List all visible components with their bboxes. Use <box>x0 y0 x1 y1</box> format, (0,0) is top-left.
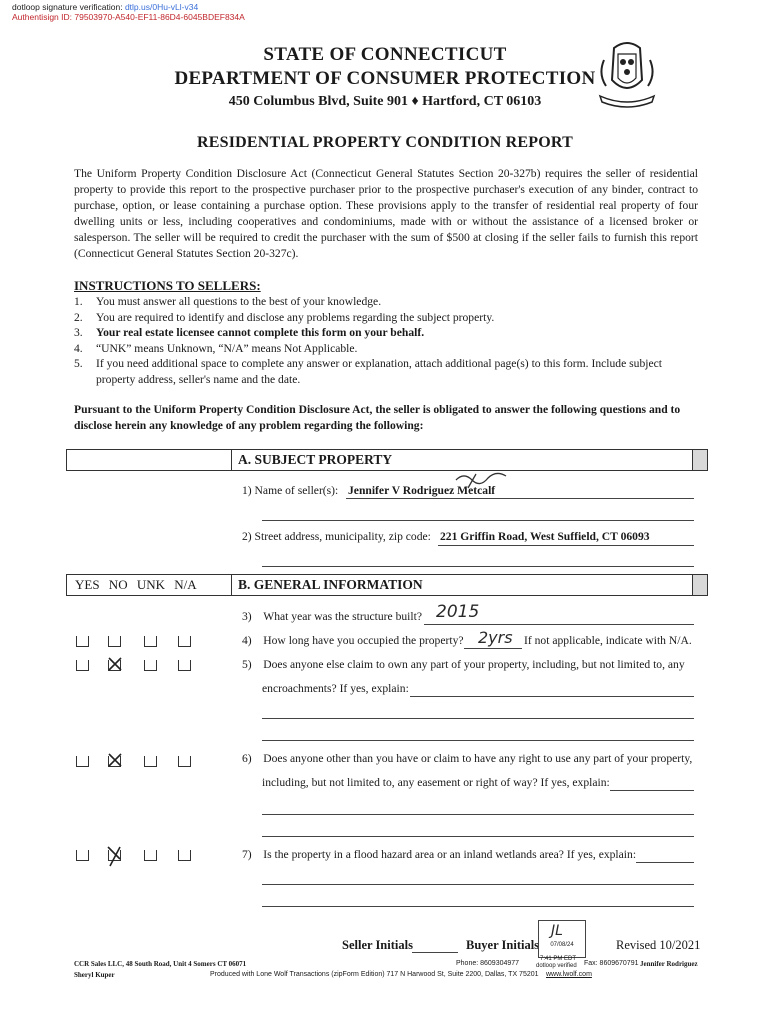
authentisign-id: Authentisign ID: 79503970-A540-EF11-86D4-6045BDEF834A <box>12 12 245 22</box>
q4-suffix: If not applicable, indicate with N/A. <box>524 634 692 647</box>
stamp-initials: JL <box>551 923 563 939</box>
stamp-time: 7:41 PM EDT <box>540 956 577 962</box>
q6-question-line2: including, but not limited to, any easement or right of way? If yes, explain: <box>262 776 610 789</box>
stamp-verified: dotloop verified <box>536 963 577 969</box>
q6-yes-checkbox[interactable] <box>76 756 89 767</box>
department-address: 450 Columbus Blvd, Suite 901 ♦ Hartford, CT 06103 <box>228 94 542 109</box>
phone-number: Phone: 8609304977 <box>456 960 520 967</box>
department-name: DEPARTMENT OF CONSUMER PROTECTION <box>174 68 596 89</box>
state-seal-icon <box>596 40 658 112</box>
q2-label: 2) Street address, municipality, zip code: <box>242 530 431 543</box>
q4-question: 4) How long have you occupied the property? <box>242 634 464 647</box>
q7-na-checkbox[interactable] <box>178 850 191 861</box>
instruction-item: 5. If you need additional space to complete any answer or explanation, attach additional page(s) to this form. Include subject property address, seller's name and the date. <box>74 357 662 386</box>
q6-no-checkmark-icon <box>106 751 124 769</box>
seller-name-field[interactable]: Jennifer V Rodriguez Metcalf <box>348 484 496 497</box>
stamp-date: 07/08/24 <box>550 942 574 948</box>
file-name: Jennifer Rodriguez <box>640 960 698 968</box>
q5-unk-checkbox[interactable] <box>144 660 157 671</box>
q3-question: 3) What year was the structure built? <box>242 610 422 623</box>
verification-header <box>12 2 245 22</box>
section-a-bar <box>66 449 708 471</box>
agent-name: Sheryl Kuper <box>74 971 115 979</box>
company-info: CCR Sales LLC, 48 South Road, Unit 4 Somers CT 06071 <box>74 960 247 968</box>
section-a-heading: A. SUBJECT PROPERTY <box>231 450 392 470</box>
q6-unk-checkbox[interactable] <box>144 756 157 767</box>
instructions-heading: INSTRUCTIONS TO SELLERS: <box>74 278 261 293</box>
years-occupied-field[interactable]: 2yrs <box>478 628 513 647</box>
lwolf-link[interactable]: www.lwolf.com <box>546 971 592 978</box>
instruction-item: 3. Your real estate licensee cannot complete this form on your behalf. <box>74 326 425 339</box>
q7-question: 7) Is the property in a flood hazard area or an inland wetlands area? If yes, explain: <box>242 848 637 861</box>
q5-explain-field[interactable] <box>410 696 694 697</box>
buyer-initials-label: Buyer Initials <box>466 938 540 952</box>
section-b-heading: B. GENERAL INFORMATION <box>231 575 423 595</box>
produced-by: Produced with Lone Wolf Transactions (zipForm Edition) 717 N Harwood St, Suite 2200, Dallas, TX 75201 <box>210 971 539 978</box>
handwritten-mark <box>450 470 510 494</box>
revised-date: Revised 10/2021 <box>616 938 701 952</box>
year-built-field[interactable]: 2015 <box>436 602 480 622</box>
pursuant-statement: Pursuant to the Uniform Property Condition Disclosure Act, the seller is obligated to answer the following questions and to disclose herein any knowledge of any problem regarding the following: <box>74 403 681 432</box>
instructions-list <box>74 294 698 387</box>
instruction-item: 4. “UNK” means Unknown, “N/A” means Not Applicable. <box>74 341 358 355</box>
q6-explain-field[interactable] <box>610 790 694 791</box>
fax-number: Fax: 8609670791 <box>584 960 639 967</box>
q5-na-checkbox[interactable] <box>178 660 191 671</box>
state-name: STATE OF CONNECTICUT <box>263 44 507 65</box>
verification-prefix: dotloop signature verification: <box>12 2 125 12</box>
intro-paragraph: The Uniform Property Condition Disclosure Act (Connecticut General Statutes Section 20-327b) requires the seller of residential property to provide this report to the prospective purchaser prior to the prospective purchaser's execution of any binder, contract to purchase, option, or lease containing a purchase option. These provisions apply to the transfer of residential real property of four dwelling units or less, including cooperatives and condominiums, made with or without the assistance of a licensed broker or salesperson. The seller will be required to credit the purchaser with the sum of $500 at closing if the seller fails to furnish this report (Connecticut General Statutes Section 20-327c). <box>74 167 698 260</box>
q7-no-checkmark-icon <box>104 844 124 868</box>
buyer-initials-stamp[interactable] <box>538 920 586 958</box>
q7-unk-checkbox[interactable] <box>144 850 157 861</box>
instruction-item: 2. You are required to identify and disclose any problems regarding the subject property. <box>74 310 495 324</box>
q4-unk-checkbox[interactable] <box>144 636 157 647</box>
answer-columns-header: YES NO UNK N/A <box>75 577 197 592</box>
instruction-item: 1. You must answer all questions to the best of your knowledge. <box>74 295 382 308</box>
q5-yes-checkbox[interactable] <box>76 660 89 671</box>
verification-link[interactable]: dtlp.us/0Hu-vLl-v34 <box>124 2 199 12</box>
q6-question: 6) Does anyone other than you have or claim to have any right to use any part of your property, <box>242 752 693 765</box>
form-title: RESIDENTIAL PROPERTY CONDITION REPORT <box>197 134 573 151</box>
q4-na-checkbox[interactable] <box>178 636 191 647</box>
section-b-bar <box>66 574 708 596</box>
q1-label: 1) Name of seller(s): <box>242 484 339 497</box>
street-address-field[interactable]: 221 Griffin Road, West Suffield, CT 06093 <box>440 530 650 543</box>
q4-yes-checkbox[interactable] <box>76 636 89 647</box>
q7-yes-checkbox[interactable] <box>76 850 89 861</box>
q5-question-line2: encroachments? If yes, explain: <box>262 682 409 695</box>
q5-no-checkmark-icon <box>106 655 124 673</box>
q4-no-checkbox[interactable] <box>108 636 121 647</box>
seller-initials-label: Seller Initials <box>342 938 413 952</box>
q7-explain-field[interactable] <box>636 862 694 863</box>
q6-na-checkbox[interactable] <box>178 756 191 767</box>
q5-question: 5) Does anyone else claim to own any part of your property, including, but not limited to, any <box>242 658 685 671</box>
seller-initials-field[interactable] <box>412 952 458 953</box>
